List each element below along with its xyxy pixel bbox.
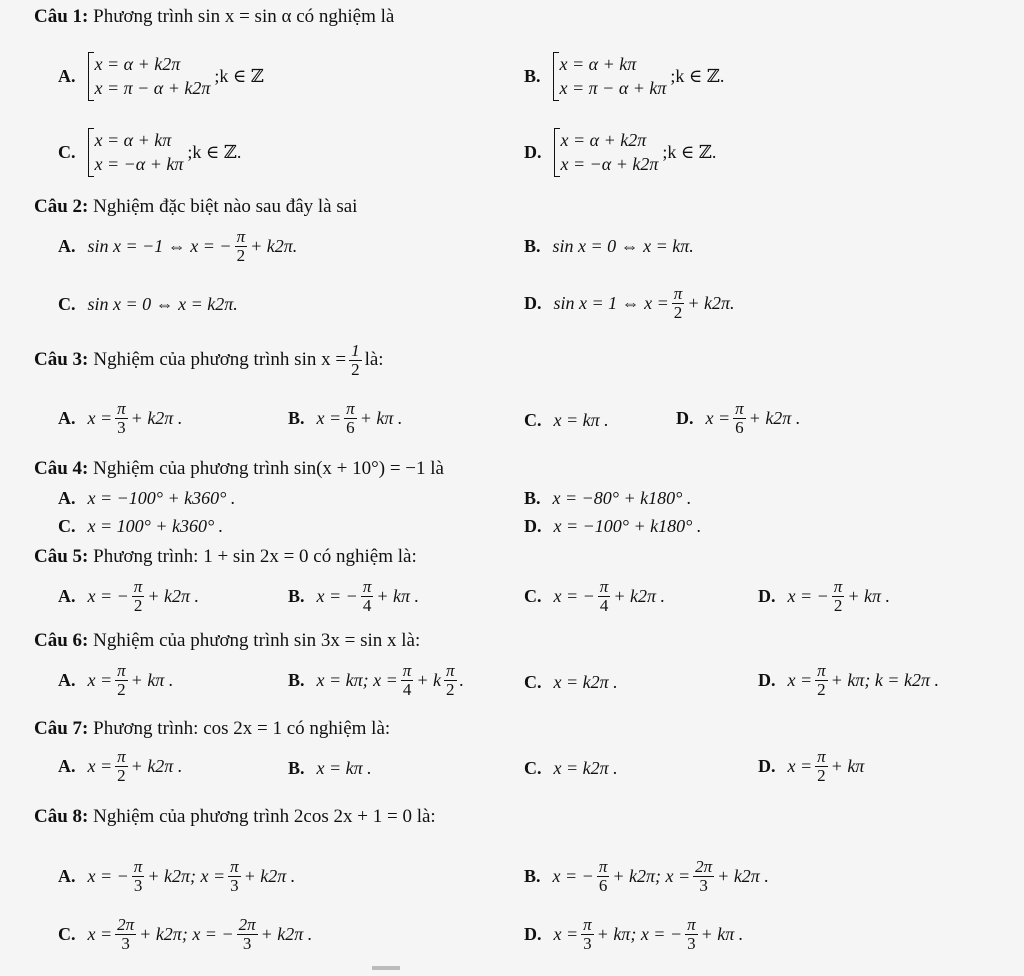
fraction [132, 858, 145, 895]
option-text: sin x = 0 ⇔ x = kπ. [552, 236, 694, 256]
question-1 [34, 6, 394, 28]
option-text: x = − [552, 865, 594, 886]
question-7-text: Phương trình: cos 2x = 1 có nghiệm là: [93, 718, 391, 739]
option-tail: ;k ∈ ℤ. [670, 65, 725, 86]
numerator: π [445, 661, 455, 680]
denominator: 2 [817, 679, 826, 699]
question-2 [34, 196, 357, 218]
option-label: B. [524, 65, 541, 86]
option-label: C. [524, 585, 542, 606]
system-line: x = α + kπ [94, 130, 172, 150]
question-6-text: Nghiệm của phương trình sin 3x = sin x là: [93, 630, 421, 651]
option-text: sin x = 1 ⇔ x = [553, 292, 669, 313]
denominator: 6 [735, 417, 744, 437]
denominator: 2 [117, 679, 126, 699]
q2-option-d[interactable] [524, 285, 734, 322]
denominator: 4 [402, 679, 412, 699]
q7-option-a[interactable] [58, 748, 182, 785]
option-text: x = −80° + k180° . [552, 488, 692, 508]
option-text: x = kπ . [316, 758, 372, 778]
option-text: + kπ; x = − [596, 923, 683, 944]
q5-option-d[interactable] [758, 578, 890, 615]
denominator: 4 [599, 595, 609, 615]
fraction [361, 578, 374, 615]
fraction [815, 662, 828, 699]
denominator: 3 [133, 875, 143, 895]
option-label: A. [58, 407, 76, 428]
option-label: C. [524, 672, 542, 692]
numerator: π [133, 577, 143, 596]
option-text: + k2π; x = [147, 865, 226, 886]
numerator: 2π [238, 915, 256, 934]
fraction [344, 400, 357, 437]
system-line: x = −α + kπ [94, 154, 184, 175]
q4-option-d[interactable] [524, 516, 701, 537]
numerator: π [236, 227, 246, 246]
fraction [832, 578, 845, 615]
numerator: π [346, 399, 355, 418]
numerator: π [599, 577, 609, 596]
q3-option-b[interactable] [288, 400, 402, 437]
option-label: B. [524, 488, 541, 508]
fraction [693, 858, 714, 895]
denominator: 2 [117, 765, 126, 785]
denominator: 6 [346, 417, 355, 437]
q3-option-d[interactable] [676, 400, 800, 437]
denominator: 6 [598, 875, 608, 895]
numerator: π [583, 915, 592, 934]
denominator: 2 [236, 245, 246, 265]
q8-option-c[interactable] [58, 916, 312, 953]
option-text: x = − [87, 585, 129, 606]
numerator: π [687, 915, 696, 934]
option-label: D. [524, 516, 542, 536]
q3-option-a[interactable] [58, 400, 182, 437]
option-text: sin x = 0 ⇔ x = k2π. [87, 294, 238, 314]
q5-option-c[interactable] [524, 578, 665, 615]
option-label: B. [288, 585, 305, 606]
numerator: π [833, 577, 843, 596]
question-2-number: Câu 2: [34, 196, 89, 217]
option-label: D. [676, 407, 694, 428]
q1-option-c[interactable] [58, 128, 241, 177]
denominator: 3 [121, 933, 130, 953]
option-text: x = [705, 407, 731, 428]
q2-option-b[interactable] [524, 236, 694, 257]
question-6 [34, 630, 420, 652]
q8-option-b[interactable] [524, 858, 769, 895]
option-text: x = [87, 755, 113, 776]
option-text: + kπ . [130, 669, 174, 690]
denominator: 4 [362, 595, 372, 615]
numerator: π [230, 857, 239, 876]
q7-option-c[interactable] [524, 758, 618, 779]
option-label: A. [58, 585, 76, 606]
q7-option-b[interactable] [288, 758, 372, 779]
system-line: x = α + k2π [560, 130, 647, 150]
option-text: + kπ . [359, 407, 403, 428]
option-label: A. [58, 488, 76, 508]
option-text: x = k2π . [553, 672, 618, 692]
numerator: π [117, 661, 126, 680]
question-4-number: Câu 4: [34, 458, 89, 479]
fraction [235, 228, 248, 265]
option-label: C. [58, 141, 76, 162]
option-text: + kπ . [700, 923, 744, 944]
numerator: π [362, 577, 372, 596]
option-tail: ;k ∈ ℤ [214, 65, 264, 86]
q5-option-b[interactable] [288, 578, 419, 615]
fraction [672, 285, 685, 322]
denominator: 2 [817, 765, 826, 785]
numerator: π [817, 747, 826, 766]
option-label: C. [524, 410, 542, 430]
q2-option-a[interactable] [58, 228, 297, 265]
option-text: + k2π . [147, 585, 199, 606]
fraction [815, 748, 828, 785]
fraction [115, 662, 128, 699]
option-label: D. [758, 585, 776, 606]
q1-option-d[interactable] [524, 128, 716, 177]
question-8-number: Câu 8: [34, 806, 89, 827]
denominator: 3 [117, 417, 126, 437]
option-label: A. [58, 669, 76, 690]
question-1-number: Câu 1: [34, 6, 89, 27]
question-6-number: Câu 6: [34, 630, 89, 651]
denominator: 3 [242, 933, 252, 953]
denominator: 3 [583, 933, 592, 953]
q6-option-c[interactable] [524, 672, 618, 693]
option-text: + k2π. [687, 292, 735, 313]
numerator: 2π [117, 915, 135, 934]
option-label: B. [524, 236, 541, 256]
system-line: x = −α + k2π [560, 154, 659, 175]
fraction [581, 916, 594, 953]
numerator: π [735, 399, 744, 418]
option-label: B. [288, 758, 305, 778]
option-text: x = −100° + k360° . [87, 488, 236, 508]
q7-option-d[interactable] [758, 748, 864, 785]
question-2-text: Nghiệm đặc biệt nào sau đây là sai [93, 196, 358, 217]
option-text: + k2π . [260, 923, 313, 944]
q1-option-b[interactable] [524, 52, 724, 101]
option-text: x = k2π . [553, 758, 618, 778]
q4-option-b[interactable] [524, 488, 691, 509]
question-8-text: Nghiệm của phương trình 2cos 2x + 1 = 0 là: [93, 806, 436, 827]
option-text: x = −100° + k180° . [553, 516, 702, 536]
option-text: + k2π; x = − [139, 923, 234, 944]
equation-system [554, 128, 659, 177]
denominator: 2 [445, 679, 455, 699]
option-label: D. [524, 292, 542, 313]
option-text: + k2π . [748, 407, 801, 428]
fraction [115, 748, 128, 785]
q6-option-d[interactable] [758, 662, 939, 699]
q3-option-c[interactable] [524, 410, 609, 431]
question-5-text: Phương trình: 1 + sin 2x = 0 có nghiệm là: [93, 546, 417, 567]
option-label: D. [524, 923, 542, 944]
question-5 [34, 546, 417, 568]
question-3-tail: là: [364, 349, 384, 371]
fraction [401, 662, 414, 699]
denominator: 2 [833, 595, 843, 615]
question-1-text: Phương trình sin x = sin α có nghiệm là [93, 6, 395, 27]
question-3-number: Câu 3: [34, 349, 89, 371]
question-8 [34, 806, 436, 828]
numerator: π [402, 661, 412, 680]
option-text: x = [87, 923, 113, 944]
option-text: x = [553, 923, 579, 944]
option-label: A. [58, 65, 76, 86]
question-4-text: Nghiệm của phương trình sin(x + 10°) = −1 là [93, 458, 444, 479]
fraction [349, 342, 362, 379]
option-tail: ;k ∈ ℤ. [187, 141, 242, 162]
q4-option-c[interactable] [58, 516, 223, 537]
denominator: 3 [687, 933, 696, 953]
option-text: + k2π . [613, 585, 665, 606]
question-7-number: Câu 7: [34, 718, 89, 739]
option-text: x = [787, 755, 813, 776]
option-text: x = − [316, 585, 358, 606]
page-bottom-mark [372, 966, 400, 970]
numerator: 1 [351, 341, 360, 360]
option-label: D. [524, 141, 542, 162]
option-text: x = kπ . [553, 410, 609, 430]
fraction [597, 858, 610, 895]
question-3 [34, 342, 384, 379]
denominator: 3 [699, 875, 708, 895]
fraction [115, 400, 128, 437]
option-text: x = kπ; x = [316, 669, 398, 690]
option-text: x = [787, 669, 813, 690]
option-label: A. [58, 865, 76, 886]
q2-option-c[interactable] [58, 294, 238, 315]
equation-system [553, 52, 667, 101]
option-text: + kπ . [847, 585, 890, 606]
fraction [733, 400, 746, 437]
option-label: B. [288, 407, 305, 428]
fraction [132, 578, 145, 615]
option-text: sin x = −1 ⇔ x = − [87, 235, 232, 256]
numerator: π [117, 747, 126, 766]
option-label: C. [58, 516, 76, 536]
option-tail: ;k ∈ ℤ. [662, 141, 717, 162]
option-text: + k2π . [130, 407, 183, 428]
fraction [444, 662, 457, 699]
q1-option-a[interactable] [58, 52, 264, 101]
option-text: x = [87, 407, 113, 428]
denominator: 3 [230, 875, 239, 895]
option-text: + kπ; k = k2π . [830, 669, 939, 690]
question-5-number: Câu 5: [34, 546, 89, 567]
option-text: + kπ . [376, 585, 419, 606]
fraction [598, 578, 611, 615]
option-text: x = − [787, 585, 829, 606]
denominator: 2 [133, 595, 143, 615]
option-text: x = 100° + k360° . [87, 516, 224, 536]
option-text: + k2π . [130, 755, 183, 776]
question-4 [34, 458, 444, 480]
numerator: π [133, 857, 143, 876]
option-label: B. [288, 669, 305, 690]
option-text: . [459, 669, 464, 690]
equation-system [88, 52, 211, 101]
numerator: π [598, 857, 608, 876]
fraction [228, 858, 241, 895]
option-text: + k [416, 669, 441, 690]
denominator: 2 [351, 359, 360, 379]
q6-option-b[interactable] [288, 662, 464, 699]
option-label: B. [524, 865, 541, 886]
q8-option-d[interactable] [524, 916, 743, 953]
question-7 [34, 718, 390, 740]
system-line: x = α + k2π [94, 54, 181, 74]
option-label: A. [58, 235, 76, 256]
q4-option-a[interactable] [58, 488, 235, 509]
option-text: + k2π. [250, 235, 298, 256]
q6-option-a[interactable] [58, 662, 173, 699]
option-label: C. [524, 758, 542, 778]
fraction [115, 916, 136, 953]
option-text: x = [87, 669, 113, 690]
option-text: + k2π . [717, 865, 769, 886]
option-text: + kπ [830, 755, 865, 776]
numerator: 2π [695, 857, 713, 876]
q8-option-a[interactable] [58, 858, 295, 895]
option-text: + k2π; x = [612, 865, 691, 886]
option-label: D. [758, 669, 776, 690]
system-line: x = π − α + kπ [559, 78, 667, 99]
fraction [237, 916, 258, 953]
system-line: x = π − α + k2π [94, 78, 211, 99]
option-text: x = − [553, 585, 595, 606]
numerator: π [117, 399, 126, 418]
numerator: π [673, 284, 683, 303]
option-label: C. [58, 294, 76, 314]
equation-system [88, 128, 184, 177]
option-text: + k2π . [243, 865, 296, 886]
option-label: A. [58, 755, 76, 776]
fraction [685, 916, 698, 953]
q5-option-a[interactable] [58, 578, 199, 615]
option-label: C. [58, 923, 76, 944]
question-3-text: Nghiệm của phương trình sin x = [93, 349, 347, 371]
denominator: 2 [673, 302, 683, 322]
option-text: x = − [87, 865, 129, 886]
system-line: x = α + kπ [559, 54, 637, 74]
option-label: D. [758, 755, 776, 776]
numerator: π [817, 661, 826, 680]
option-text: x = [316, 407, 342, 428]
